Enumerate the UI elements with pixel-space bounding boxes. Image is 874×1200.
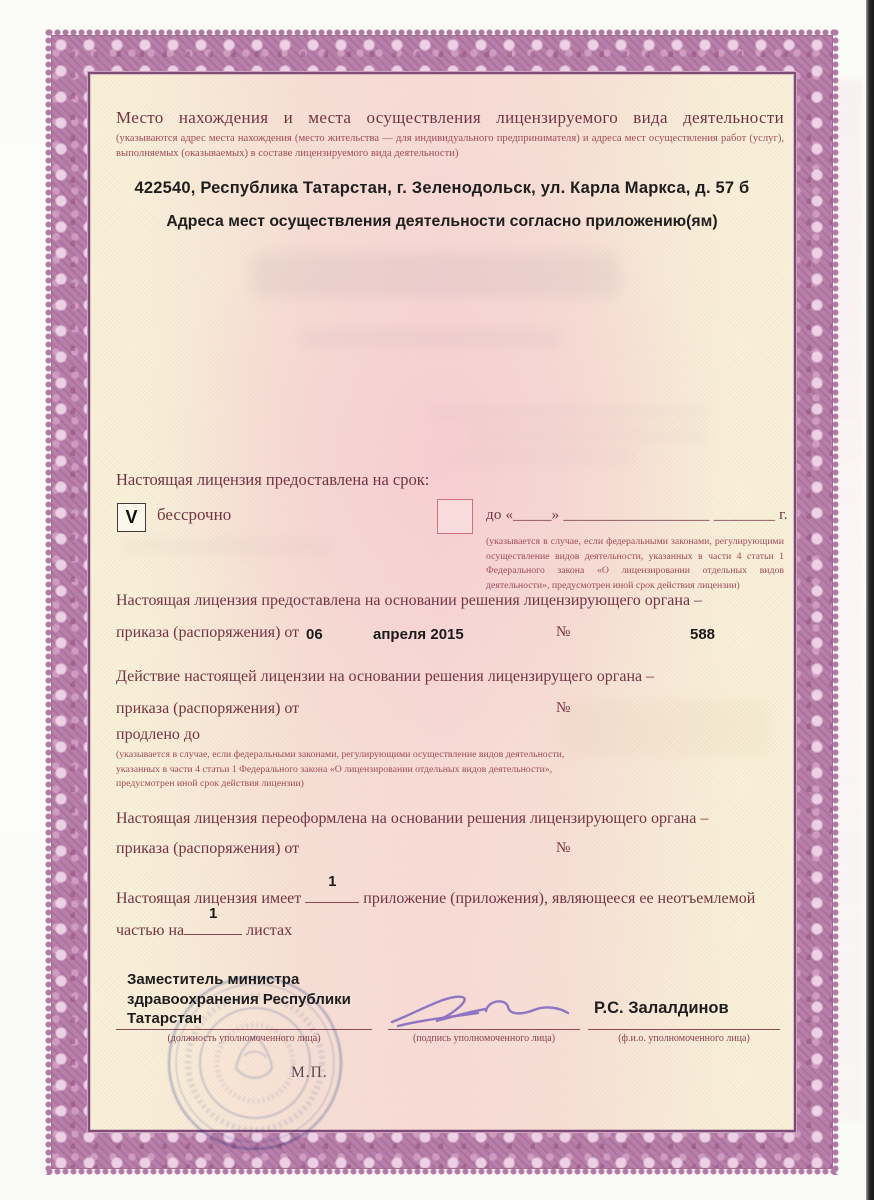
- signature-caption: (подпись уполномоченного лица): [412, 1033, 556, 1044]
- attachments-count: 1: [328, 873, 337, 890]
- action-order-prefix: приказа (распоряжения) от: [116, 700, 300, 717]
- action-number-sign: №: [556, 700, 571, 716]
- signer-name: Р.С. Залалдинов: [594, 999, 729, 1017]
- bleedthrough-smudge: [300, 330, 560, 346]
- term-section-label: Настоящая лицензия предоставлена на срок:: [116, 470, 430, 489]
- granted-line1: Настоящая лицензия предоставлена на основании решения лицензирующего органа –: [116, 592, 703, 609]
- signature-line: [388, 1029, 580, 1030]
- location-section-title: Место нахождения и места осуществления лицензируемого вида деятельности: [116, 108, 784, 127]
- bleedthrough-smudge: [430, 408, 710, 418]
- perpetual-checkbox: [117, 503, 146, 532]
- attachments-count-blank: [305, 873, 359, 903]
- address-line-1: 422540, Республика Татарстан, г. Зеленодольск, ул. Карла Маркса, д. 57 б: [134, 179, 750, 197]
- signature-stroke: [386, 986, 576, 1032]
- seal-icon: [152, 960, 358, 1166]
- name-caption: (ф.и.о. уполномоченного лица): [618, 1033, 750, 1044]
- reissued-number-sign: №: [556, 840, 571, 856]
- bleedthrough-smudge: [560, 700, 770, 756]
- attachments-line2-suffix: листах: [246, 922, 293, 939]
- location-section-note: (указываются адрес места нахождения (место жительства — для индивидуального предпринимателя) и адреса мест осуществления работ (услуг), выполняемых (оказываемых) в составе лицензируемого вида деятельности): [116, 133, 784, 160]
- reissued-line1: Настоящая лицензия переоформлена на основании решения лицензирующего органа –: [116, 810, 709, 827]
- bleedthrough-smudge: [120, 540, 330, 552]
- position-caption: (должность уполномоченного лица): [167, 1033, 321, 1044]
- address-line-2: Адреса мест осуществления деятельности согласно приложению(ям): [166, 213, 718, 230]
- signer-position: Заместитель министра здравоохранения Республики Татарстан: [127, 971, 351, 1027]
- granted-order-prefix: приказа (распоряжения) от: [116, 624, 300, 641]
- attachments-line1-suffix: приложение (приложения), являющееся ее неотъемлемой: [363, 890, 756, 907]
- action-section-note: (указывается в случае, если федеральными законами, регулирующими осуществление видов деятельности, указанных в части 4 статьи 1 Федерального закона «О лицензировании отдельных видов деятельности», предусмотрен иной срок действия лицензии): [116, 749, 565, 790]
- term-section-note: (указывается в случае, если федеральными законами, регулирующими осуществление видов деятельности, указанных в части 4 статьи 1 Федерального закона «О лицензировании отдельных видов деятельности», предусмотрен иной срок действия лицензии): [486, 536, 784, 592]
- bleedthrough-smudge: [468, 430, 708, 440]
- signature: [386, 986, 576, 1032]
- attachments-line2-prefix: частью на: [116, 922, 185, 939]
- until-date-line: до «_____» ___________________ ________ г.: [486, 507, 788, 523]
- sheets-count: 1: [208, 905, 218, 922]
- attachments-line2: [116, 905, 293, 940]
- bleedthrough-smudge: [455, 452, 635, 462]
- perpetual-checkbox-mark: V: [125, 507, 138, 527]
- action-line1: Действие настоящей лицензии на основании решения лицензирущего органа –: [116, 668, 655, 685]
- attachments-line1-prefix: Настоящая лицензия имеет: [116, 890, 302, 907]
- until-checkbox: [437, 499, 473, 534]
- granted-order-month-year: апреля 2015: [373, 626, 464, 643]
- reissued-order-prefix: приказа (распоряжения) от: [116, 840, 300, 857]
- granted-number-sign: №: [556, 624, 571, 640]
- name-line: [588, 1029, 780, 1030]
- bleedthrough-smudge: [250, 253, 620, 297]
- granted-order-day: 06: [306, 626, 323, 643]
- ministry-seal: [152, 960, 358, 1166]
- sheets-count-blank: [184, 905, 242, 935]
- prolonged-label: продлено до: [116, 726, 201, 743]
- granted-order-number: 588: [690, 626, 716, 643]
- stamp-place-label: М.П.: [291, 1064, 328, 1081]
- perpetual-label: бессрочно: [157, 505, 232, 524]
